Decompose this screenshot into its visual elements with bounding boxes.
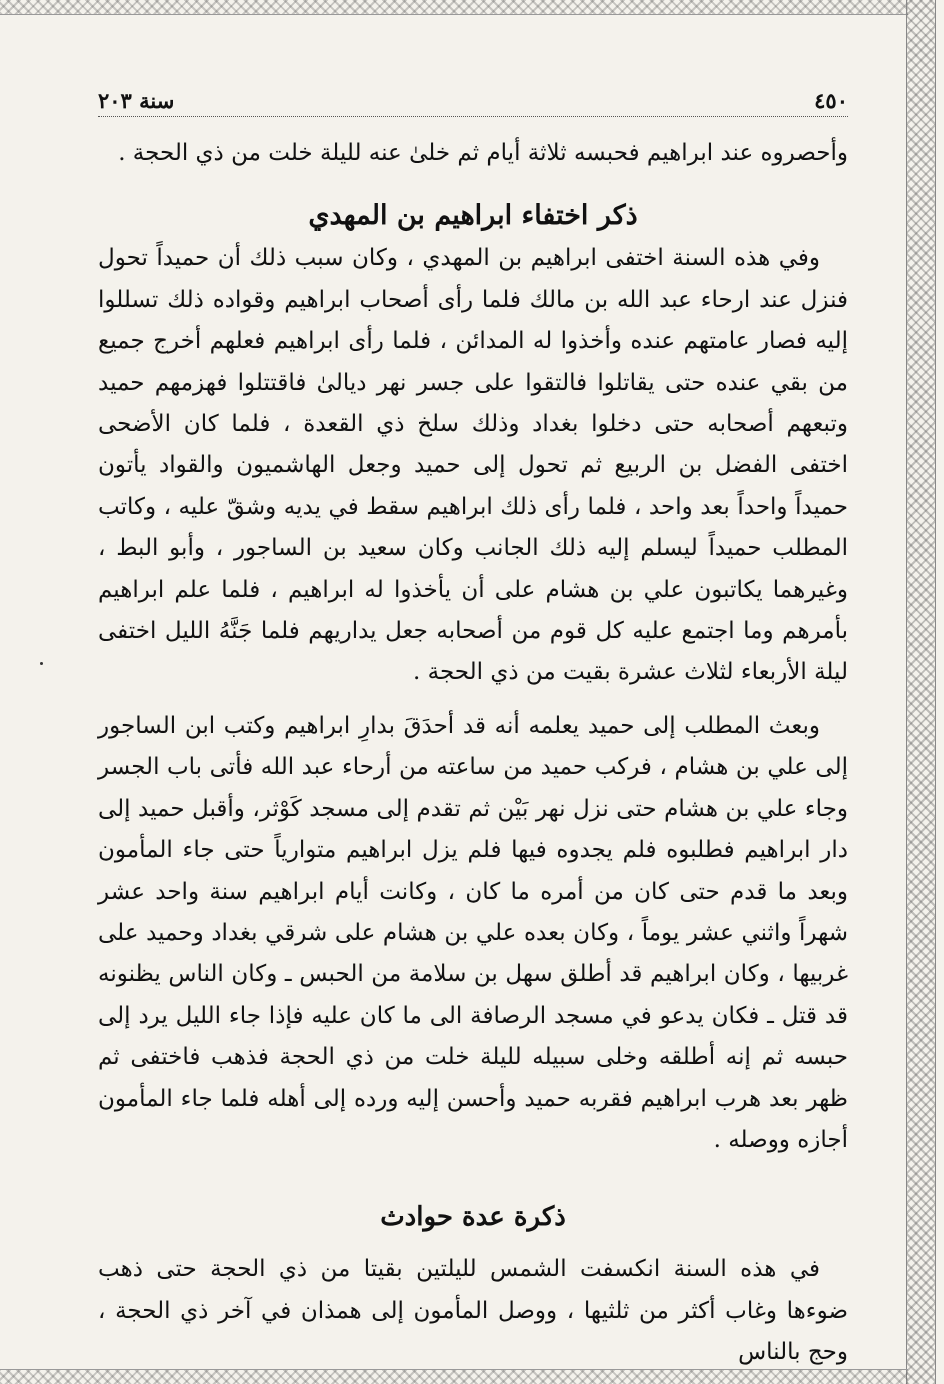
- section-title-ibrahim-hiding: ذكر اختفاء ابراهيم بن المهدي: [308, 200, 638, 232]
- paragraph-2: وبعث المطلب إلى حميد يعلمه أنه قد أحدَقَ بدارِ ابراهيم وكتب ابن الساجور إلى علي بن هشام ، فركب حميد من ساعته من أرحاء عبد الله فأتى باب الجسر وجاء علي بن هشام حتى نزل نهر بَيْن ثم تقدم إلى مسجد كَوْثر، وأقبل حميد إلى دار ابراهيم فطلبوه فلم يجدوه فيها فلم يزل ابراهيم متوارياً حتى جاء المأمون وبعد ما قدم حتى كان من أمره ما كان ، وكانت أيام ابراهيم سنة واحد عشر شهراً واثني عشر يوماً ، وكان بعده علي بن هشام على شرقي بغداد وحميد على غربيها ، وكان ابراهيم قد أطلق سهل بن سلامة من الحبس ـ وكان الناس يظنونه قد قتل ـ فكان يدعو في مسجد الرصافة الى ما كان عليه فإذا جاء الليل يرد إلى حبسه ثم إنه أطلقه وخلى سبيله لليلة خلت من ذي الحجة فذهب فاختفى ثم ظهر بعد هرب ابراهيم فقربه حميد وأحسن إليه ورده إلى أهله فلما جاء المأمون أجازه ووصله .: [98, 712, 848, 1153]
- section-title-events: ذكرة عدة حوادث: [380, 1202, 566, 1233]
- scan-speck: [40, 662, 43, 665]
- paragraph-1: وفي هذه السنة اختفى ابراهيم بن المهدي ، وكان سبب ذلك أن حميداً تحول فنزل عند ارحاء عبد الله بن مالك فلما رأى أصحاب ابراهيم وقواده ذلك تسللوا إليه فصار عامتهم عنده وأخذوا له المدائن ، فلما رأى ابراهيم فعلهم أخرج جميع من بقي عنده حتى يقاتلوا فالتقوا على جسر نهر ديالىٰ فاقتتلوا فهزمهم حميد وتبعهم أصحابه حتى دخلوا بغداد وذلك سلخ ذي القعدة ، فلما كان الأضحى اختفى الفضل بن الربيع ثم تحول إلى حميد وجعل الهاشميون والقواد يأتون حميداً واحداً بعد واحد ، فلما رأى ذلك ابراهيم سقط في يديه وشقّ عليه ، وكاتب المطلب حميداً ليسلم إليه ذلك الجانب وكان سعيد بن الساجور ، وأبو البط ، وغيرهما يكاتبون علي بن هشام على أن يأخذوا له ابراهيم ، فلما علم ابراهيم بأمرهم وما اجتمع عليه كل قوم من أصحابه جعل يداريهم فلما جَنَّهُ الليل اختفى ليلة الأربعاء لثلاث عشرة بقيت من ذي الحجة .: [98, 245, 848, 686]
- book-page: [98, 88, 848, 1374]
- year-label: سنة ٢٠٣: [98, 88, 175, 113]
- page-border-top: [0, 0, 908, 15]
- paragraph-3: في هذه السنة انكسفت الشمس لليلتين بقيتا من ذي الحجة حتى ذهب ضوءها وغاب أكثر من ثلثيها ، ووصل المأمون إلى همذان في آخر ذي الحجة ، وحج بالناس: [98, 1256, 848, 1366]
- opening-line: وأحصروه عند ابراهيم فحبسه ثلاثة أيام ثم خلىٰ عنه لليلة خلت من ذي الحجة .: [118, 140, 848, 166]
- page-border-right: [906, 0, 936, 1384]
- page-number: ٤٥٠: [814, 88, 848, 113]
- running-header: [98, 88, 848, 117]
